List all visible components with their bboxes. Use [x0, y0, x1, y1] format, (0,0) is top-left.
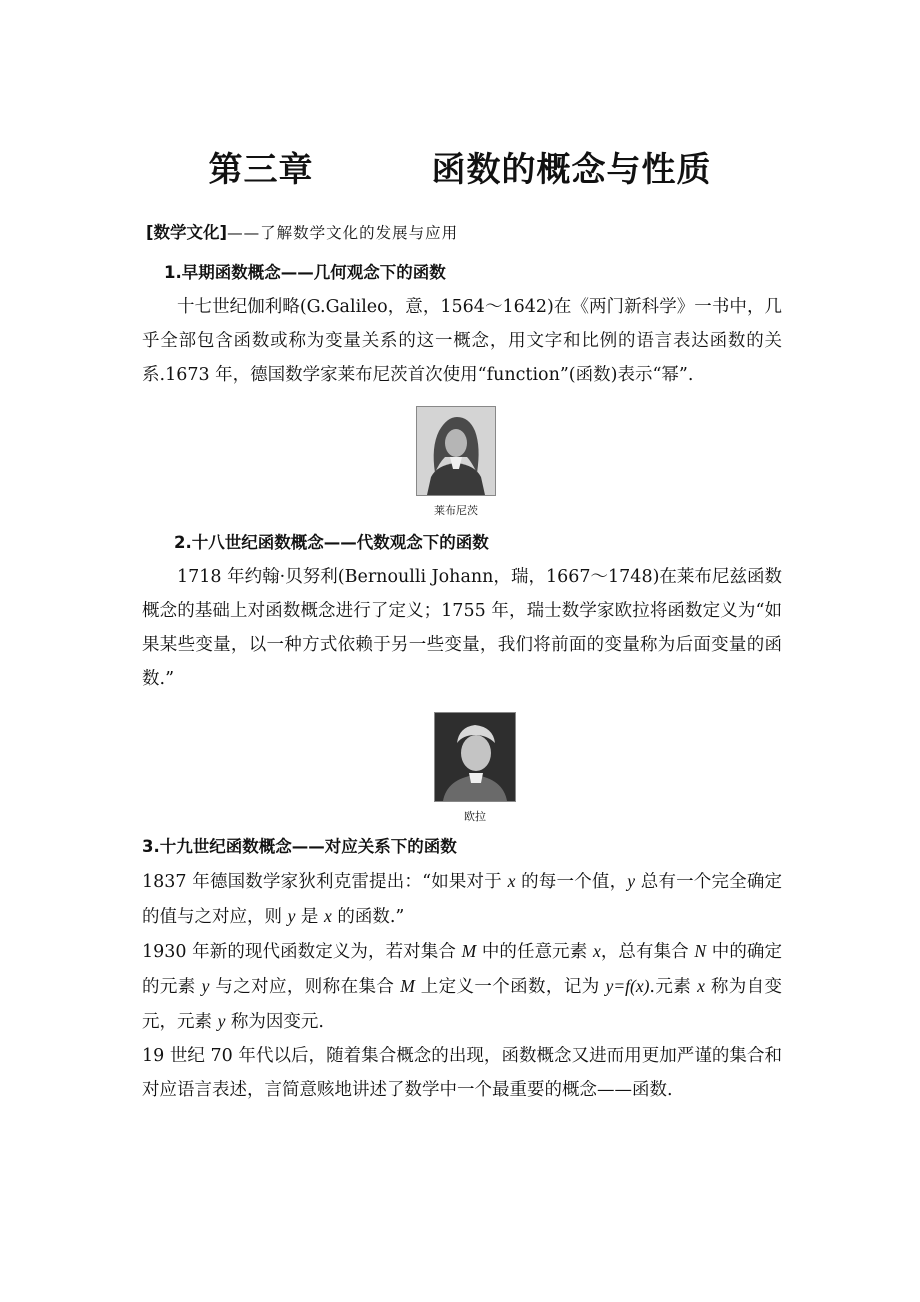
figure-leibniz	[416, 406, 496, 519]
section-3-heading: 3.十九世纪函数概念——对应关系下的函数	[142, 837, 457, 856]
section-1-heading: 1.早期函数概念——几何观念下的函数	[164, 263, 446, 282]
section-2-heading: 2.十八世纪函数概念——代数观念下的函数	[174, 533, 489, 552]
section-1-text: 十七世纪伽利略(G.Galileo，意，1564～1642)在《两门新科学》一书中，几乎全部包含函数或称为变量关系的这一概念，用文字和比例的语言表达函数的关系.1673 年，德国数学家莱布尼茨首次使用“function”(函数)表示“幂”.	[142, 297, 782, 385]
leibniz-portrait	[416, 406, 496, 496]
section-3-paragraph-3: 19 世纪 70 年代以后，随着集合概念的出现，函数概念又进而用更加严谨的集合和对应语言表述，言简意赅地讲述了数学中一个最重要的概念——函数.	[142, 1046, 782, 1100]
section-3-paragraph-1: 1837 年德国数学家狄利克雷提出：“如果对于 x 的每一个值，y 总有一个完全确定的值与之对应，则 y 是 x 的函数.”	[142, 871, 783, 927]
culture-subtitle: ——了解数学文化的发展与应用	[227, 224, 459, 242]
section-1	[142, 256, 782, 392]
chapter-name: 函数的概念与性质	[431, 150, 712, 190]
figure-1-caption: 莱布尼茨	[434, 504, 478, 517]
section-3-paragraph-2: 1930 年新的现代函数定义为，若对集合 M 中的任意元素 x，总有集合 N 中的确定的元素 y 与之对应，则称在集合 M 上定义一个函数，记为 y=f(x).元素 x 称为自变元，元素 y 称为因变元.	[142, 941, 783, 1032]
section-2	[142, 526, 782, 696]
culture-label: [数学文化]	[146, 223, 228, 242]
figure-euler	[434, 712, 516, 825]
section-3	[142, 830, 782, 1107]
chapter-number: 第三章	[208, 150, 314, 190]
euler-portrait	[434, 712, 516, 802]
culture-heading	[146, 218, 458, 248]
section-2-text: 1718 年约翰·贝努利(Bernoulli Johann，瑞，1667～1748)在莱布尼兹函数概念的基础上对函数概念进行了定义；1755 年，瑞士数学家欧拉将函数定义为“如果某些变量，以一种方式依赖于另一些变量，我们将前面的变量称为后面变量的函数.”	[142, 567, 782, 689]
figure-2-caption: 欧拉	[464, 810, 486, 823]
chapter-title	[0, 142, 920, 191]
